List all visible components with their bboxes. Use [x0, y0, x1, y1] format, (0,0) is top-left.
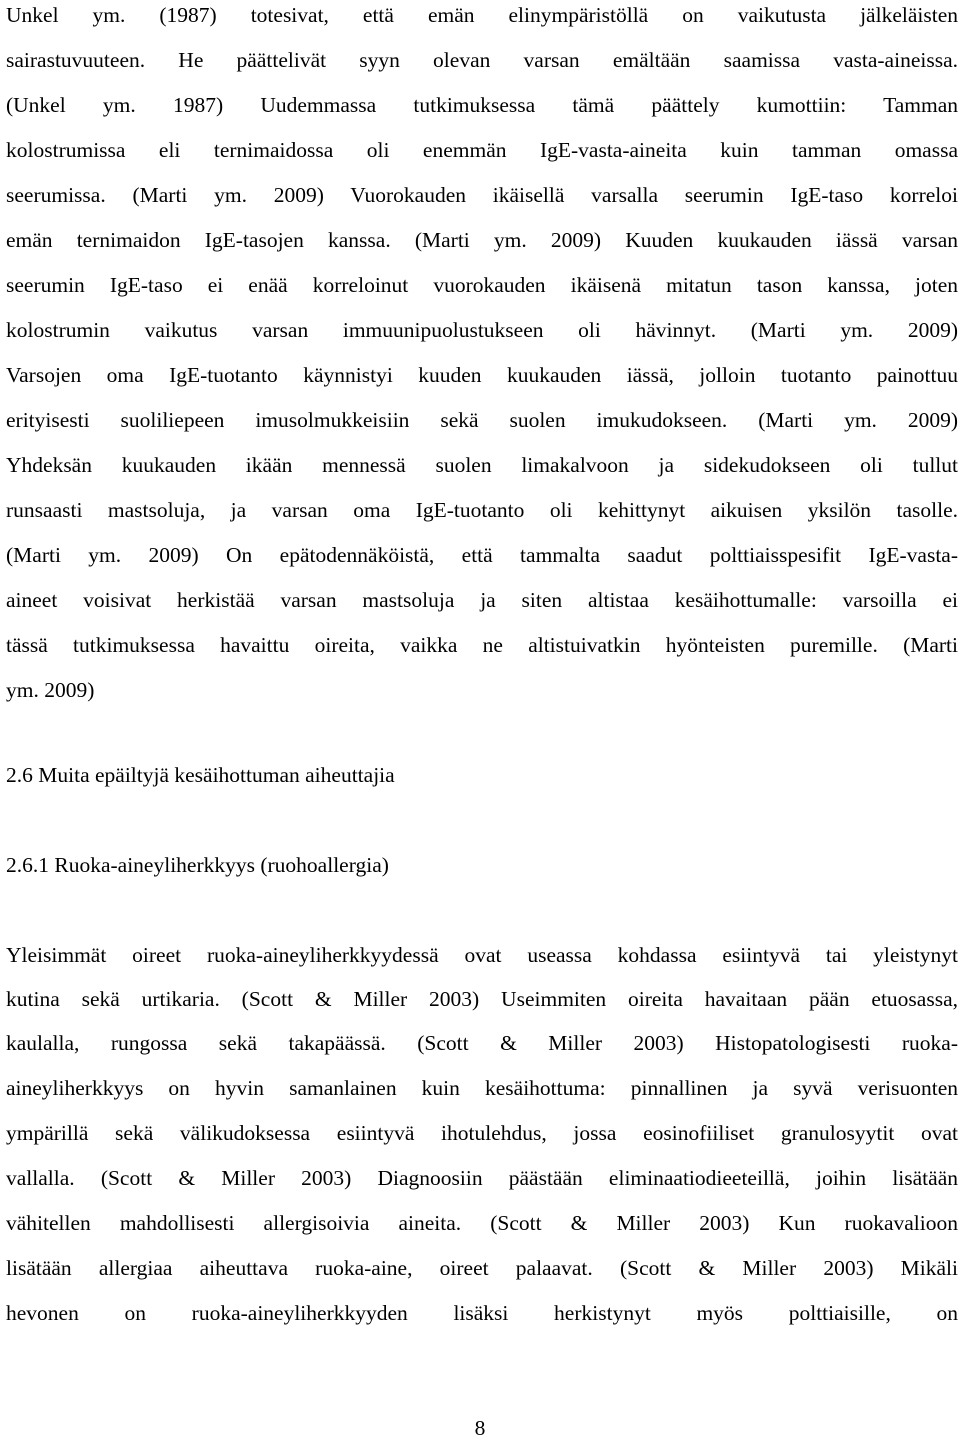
page-number: 8 [474, 1416, 486, 1440]
paragraph-2-line-5: ympärillä sekä välikudoksessa esiintyvä ihotulehdus, jossa eosinofiiliset granulosyytit ovat [6, 1121, 958, 1145]
paragraph-2-line-9: hevonen on ruoka-aineyliherkkyyden lisäksi herkistynyt myös polttiaisille, on [6, 1301, 958, 1325]
paragraph-1-line-7: seerumin IgE-taso ei enää korreloinut vuorokauden ikäisenä mitatun tason kanssa, joten [6, 273, 958, 297]
paragraph-2-line-3: kaulalla, rungossa sekä takapäässä. (Scott & Miller 2003) Histopatologisesti ruoka- [6, 1031, 958, 1055]
paragraph-1-line-16: ym. 2009) [6, 678, 95, 702]
section-heading: 2.6 Muita epäiltyjä kesäihottuman aiheuttajia [6, 763, 395, 787]
paragraph-1-line-8: kolostrumin vaikutus varsan immuunipuolustukseen oli hävinnyt. (Marti ym. 2009) [6, 318, 958, 342]
paragraph-1-line-4: kolostrumissa eli ternimaidossa oli enemmän IgE-vasta-aineita kuin tamman omassa [6, 138, 958, 162]
paragraph-1-line-6: emän ternimaidon IgE-tasojen kanssa. (Marti ym. 2009) Kuuden kuukauden iässä varsan [6, 228, 958, 252]
paragraph-1-line-3: (Unkel ym. 1987) Uudemmassa tutkimuksessa tämä päättely kumottiin: Tamman [6, 93, 958, 117]
paragraph-1-line-11: Yhdeksän kuukauden ikään mennessä suolen limakalvoon ja sidekudokseen oli tullut [6, 453, 958, 477]
paragraph-1-line-14: aineet voisivat herkistää varsan mastsoluja ja siten altistaa kesäihottumalle: varsoilla ei [6, 588, 958, 612]
paragraph-1-line-12: runsaasti mastsoluja, ja varsan oma IgE-tuotanto oli kehittynyt aikuisen yksilön tasolle. [6, 498, 958, 522]
paragraph-2-line-1: Yleisimmät oireet ruoka-aineyliherkkyydessä ovat useassa kohdassa esiintyvä tai yleistynyt [6, 943, 958, 967]
paragraph-2-line-4: aineyliherkkyys on hyvin samanlainen kuin kesäihottuma: pinnallinen ja syvä verisuonten [6, 1076, 958, 1100]
paragraph-1-line-5: seerumissa. (Marti ym. 2009) Vuorokauden ikäisellä varsalla seerumin IgE-taso korreloi [6, 183, 958, 207]
paragraph-2-line-6: vallalla. (Scott & Miller 2003) Diagnoosiin päästään eliminaatiodieeteillä, joihin lisätään [6, 1166, 958, 1190]
subsection-heading: 2.6.1 Ruoka-aineyliherkkyys (ruohoallergia) [6, 853, 389, 877]
paragraph-2-line-8: lisätään allergiaa aiheuttava ruoka-aine, oireet palaavat. (Scott & Miller 2003) Mikäli [6, 1256, 958, 1280]
paragraph-1-line-1: Unkel ym. (1987) totesivat, että emän elinympäristöllä on vaikutusta jälkeläisten [6, 3, 958, 27]
paragraph-2-line-7: vähitellen mahdollisesti allergisoivia aineita. (Scott & Miller 2003) Kun ruokavalioon [6, 1211, 958, 1235]
paragraph-1-line-15: tässä tutkimuksessa havaittu oireita, vaikka ne altistuivatkin hyönteisten puremille. (Marti [6, 633, 958, 657]
paragraph-2-line-2: kutina sekä urtikaria. (Scott & Miller 2003) Useimmiten oireita havaitaan pään etuosassa, [6, 987, 958, 1011]
paragraph-1-line-2: sairastuvuuteen. He päättelivät syyn olevan varsan emältään saamissa vasta-aineissa. [6, 48, 958, 72]
paragraph-1-line-13: (Marti ym. 2009) On epätodennäköistä, että tammalta saadut polttiaisspesifit IgE-vasta- [6, 543, 958, 567]
paragraph-1-line-10: erityisesti suoliliepeen imusolmukkeisiin sekä suolen imukudokseen. (Marti ym. 2009) [6, 408, 958, 432]
paragraph-1-line-9: Varsojen oma IgE-tuotanto käynnistyi kuuden kuukauden iässä, jolloin tuotanto painottuu [6, 363, 958, 387]
